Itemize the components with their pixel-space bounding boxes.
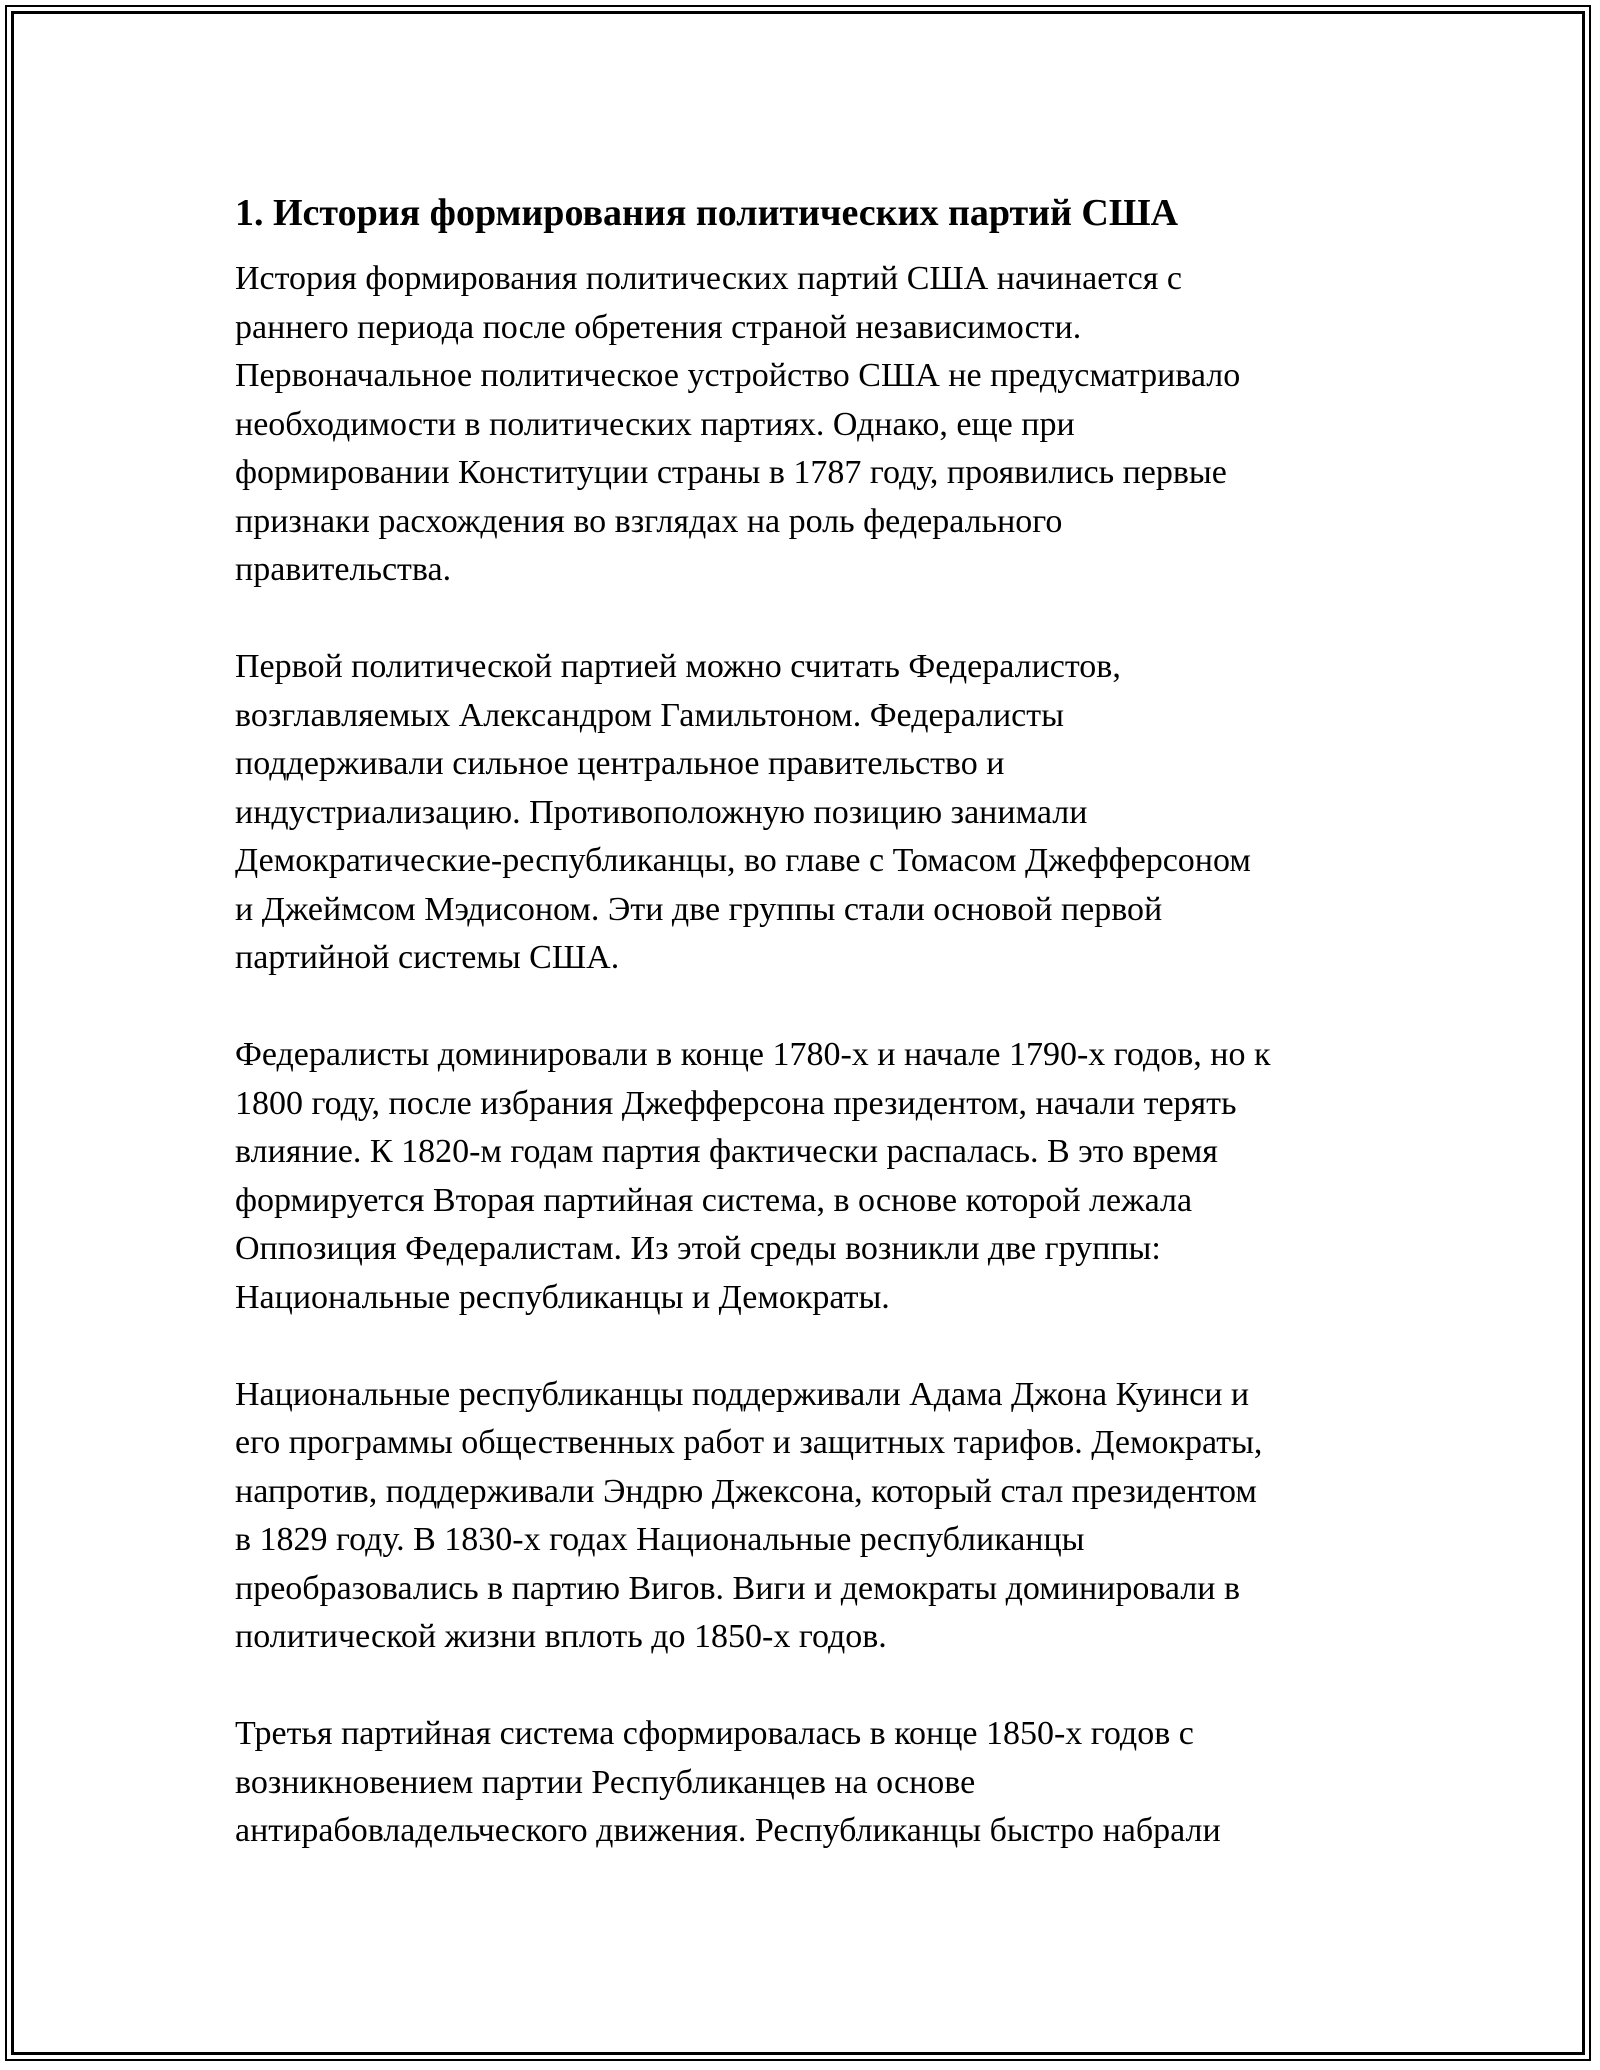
paragraph-1: История формирования политических партий США начинается с раннего периода после обретения страной независимости. Первоначальное политическое устройство США не предусматривало необходимости в политических партиях. Однако, еще при формировании Конституции страны в 1787 году, проявились первые признаки расхождения во взглядах на роль федерального правительства.	[235, 260, 1241, 588]
paragraph-3: Федералисты доминировали в конце 1780-х и начале 1790-х годов, но к 1800 году, после избрания Джефферсона президентом, начали терять влияние. К 1820-м годам партия фактически распалась. В это время формируется Вторая партийная система, в основе которой лежала Оппозиция Федералистам. Из этой среды возникли две группы: Национальные республиканцы и Демократы.	[235, 1036, 1271, 1316]
document-body	[235, 185, 1365, 1904]
paragraph-4: Национальные республиканцы поддерживали Адама Джона Куинси и его программы общественных работ и защитных тарифов. Демократы, напротив, поддерживали Эндрю Джексона, который стал президентом в 1829 году. В 1830-х годах Национальные республиканцы преобразовались в партию Вигов. Виги и демократы доминировали в политической жизни вплоть до 1850-х годов.	[235, 1375, 1263, 1655]
paragraph-2: Первой политической партией можно считать Федералистов, возглавляемых Александром Гамильтоном. Федералисты поддерживали сильное центральное правительство и индустриализацию. Противоположную позицию занимали Демократические-республиканцы, во главе с Томасом Джефферсоном и Джеймсом Мэдисоном. Эти две группы стали основой первой партийной системы США.	[235, 648, 1251, 976]
section-heading: 1. История формирования политических партий США	[235, 192, 1179, 234]
paragraph-5: Третья партийная система сформировалась в конце 1850-х годов с возникновением партии Республиканцев на основе антирабовладельческого движения. Республиканцы быстро набрали	[235, 1715, 1221, 1849]
